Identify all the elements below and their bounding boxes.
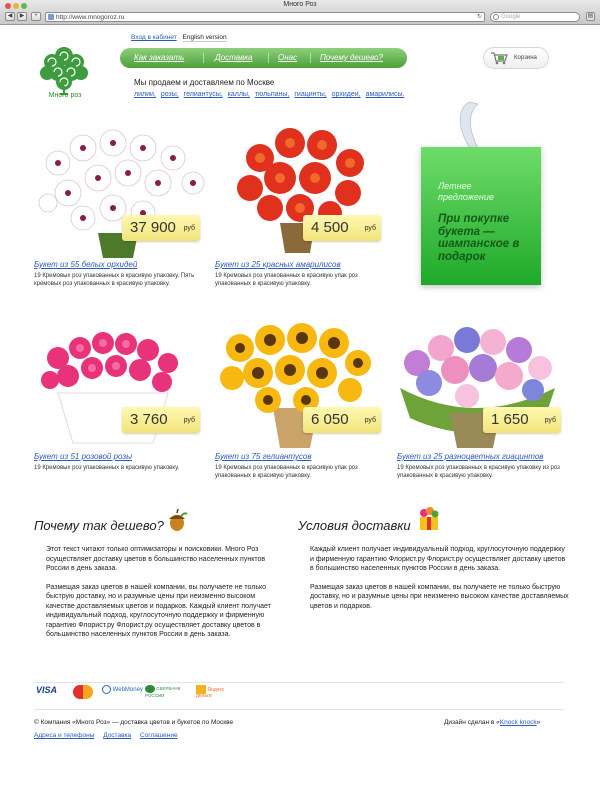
logo-text: Много роз [48,92,82,99]
price-currency: руб [364,417,376,424]
price-tag [303,407,381,433]
add-bookmark-button[interactable]: + [31,12,41,21]
main-menu [120,48,407,68]
mastercard-logo [73,685,93,699]
sberbank-label: СБЕРБАНК РОССИИ [145,686,181,698]
yandex-money-label: Яндекс деньги [196,686,225,699]
flower-link[interactable]: розы, [160,91,179,98]
footer-divider [34,709,564,710]
price-amount: 4 500 [311,219,349,236]
price-amount: 3 760 [130,411,168,428]
price-tag [122,407,200,433]
tagline: Мы продаем и доставляем по Москве [134,78,275,87]
cart-button[interactable] [483,47,549,69]
designer-link[interactable]: Knock knock [499,719,537,726]
price-amount: 1 650 [491,411,529,428]
webmoney-logo [102,685,143,699]
forward-button[interactable]: ▶ [17,12,27,21]
login-link[interactable]: Вход в кабинет [131,34,177,41]
menu-item-about[interactable]: Онас [278,53,298,62]
menu-divider [268,53,269,63]
product-description: 19 Кремовых роз упакованных в красивую упаковку. [34,465,180,471]
flower-links [134,91,407,98]
promo-title: При покупке букета — шампанское в подарок [438,213,520,263]
flower-link[interactable]: лилии, [134,91,156,98]
footer-link-agreement[interactable]: Соглашение [139,732,178,739]
sberbank-icon [145,685,155,693]
flower-link[interactable]: каллы, [227,91,250,98]
sberbank-logo [145,685,185,699]
menu-divider [310,53,311,63]
webmoney-label: WebMoney [112,687,143,694]
cart-label: Корзина [514,55,537,61]
visa-logo: VISA [36,685,58,695]
flower-link[interactable]: тюльпаны, [254,91,290,98]
search-input[interactable] [490,12,580,22]
price-amount: 6 050 [311,411,349,428]
site-favicon-icon [48,14,54,20]
menu-item-why-cheap[interactable]: Почему дешево? [320,53,383,62]
copyright-text: © Компания «Много Роз» — доставка цветов и букетов по Москве [34,719,234,726]
delivery-text [310,545,570,620]
price-tag [483,407,561,433]
yandex-money-logo [196,685,236,699]
search-placeholder: Google [501,14,521,20]
flower-link[interactable]: амарилисы. [365,91,405,98]
price-currency: руб [544,417,556,424]
address-bar[interactable] [45,12,485,22]
price-currency: руб [183,225,195,232]
design-suffix: » [536,719,541,726]
delivery-paragraph: Размещая заказ цветов в нашей компании, вы получаете не только быструю доставку, но и разумные цены при неизменно высоком качестве доставляемых цветов и подарков. [310,583,569,610]
search-icon [493,14,499,20]
price-currency: руб [364,225,376,232]
product-description: 19 Кремовых роз упакованных в красивую упаковку из роз упакованных в красивую упаковку. [397,465,560,479]
browser-chrome [0,0,600,25]
why-cheap-paragraph: Размещая заказ цветов в нашей компании, вы получаете не только быструю доставку, но и разумные цены при неизменно высоком качестве доставляемых цветов и подарков. Каждый клиент получает индивидуальный подход, круглосуточную поддержку и фирменную гарантию Флорист.ру Флорист.ру осуществляет доставку цветов в большинство населенных пунктов России в день заказа. [46,583,271,638]
design-prefix: Дизайн сделан в « [444,719,500,726]
promo-banner[interactable] [421,147,541,285]
design-credit [444,719,540,726]
delivery-paragraph: Каждый клиент получает индивидуальный подход, круглосуточную поддержку и фирменную гарантию Флорист.ру Флорист.ру осуществляет доставку цветов в большинство населенных пунктов России в день заказа. [310,546,566,572]
address-text: http://www.mnogoroz.ru [56,14,125,21]
product-title-link[interactable]: Букет из 55 белых орхидей [34,260,138,269]
price-amount: 37 900 [130,219,176,236]
window-title: Много Роз [283,1,317,8]
footer-link-delivery[interactable]: Доставка [103,732,132,739]
price-currency: руб [183,417,195,424]
product-title-link[interactable]: Букет из 75 гелиантусов [215,452,312,461]
price-tag [303,215,381,241]
footer-link-addresses[interactable]: Адреса и телефоны [34,732,95,739]
back-button[interactable]: ◀ [5,12,15,21]
product-title-link[interactable]: Букет из 25 разноцветных гиацинтов [397,452,544,461]
english-version-link[interactable]: English version [182,34,227,41]
delivery-title: Условия доставки [298,518,411,533]
product-title-link[interactable]: Букет из 25 красных амарилисов [215,260,341,269]
menu-item-delivery[interactable]: Доставка [215,53,253,62]
top-links [131,34,227,41]
page-menu-button[interactable]: ▤ [587,13,594,19]
product-description: 19 Кремовых роз упакованных в красивую упак роз упакованных в красивую упаковку. [215,273,358,287]
why-cheap-paragraph: Этот текст читают только оптимизаторы и поисковики. Много Роз осуществляет доставку цветов в большинство населенных пунктов России в день заказа. [46,546,266,572]
why-cheap-text [46,545,276,649]
menu-item-how-to-order[interactable]: Как заказать [134,53,185,62]
footer-links [34,732,185,739]
product-description: 19 Кремовых роз упакованных в красивую упаковку. Пять кремовых роз упакованных в красивую упаковку. [34,273,195,287]
promo-ribbon-icon [448,100,498,150]
flower-link[interactable]: орхидеи, [331,91,361,98]
reload-icon[interactable]: ↻ [476,14,482,20]
why-cheap-title: Почему так дешево? [34,518,164,533]
gift-box-icon [416,506,442,532]
webmoney-icon [102,685,111,694]
menu-divider [203,53,204,63]
flower-link[interactable]: гиацинты, [294,91,327,98]
product-description: 19 Кремовых роз упакованных в красивую упак роз упакованных в красивую упаковку. [215,465,358,479]
flower-link[interactable]: гелиантусы, [183,91,223,98]
acorn-icon [165,508,189,532]
promo-subtitle: Летнее предложение [438,181,494,202]
product-title-link[interactable]: Букет из 51 розовой розы [34,452,132,461]
price-tag [122,215,200,241]
shopping-cart-icon [490,51,508,65]
